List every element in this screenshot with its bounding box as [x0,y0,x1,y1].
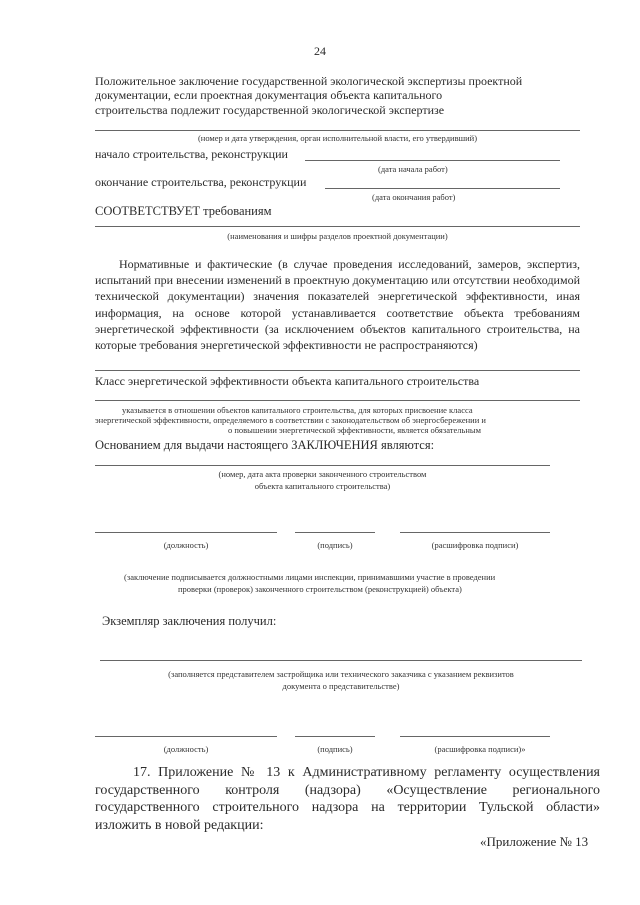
basis-label: Основанием для выдачи настоящего ЗАКЛЮЧЕНИЯ являются: [95,438,435,452]
basis-line [95,465,550,466]
complies-label: СООТВЕТСТВУЕТ требованиям [95,204,272,218]
sections-note: (наименования и шифры разделов проектной документации) [227,231,448,241]
inspection-note-1: (заключение подписывается должностными лицами инспекции, принимавшими участие в проведении [124,572,496,582]
approval-note: (номер и дата утверждения, орган исполнительной власти, его утвердивший) [197,133,478,143]
basis-note-2: объекта капитального строительства) [254,481,391,491]
basis-note-1: (номер, дата акта проверки законченного строительством [218,469,427,479]
approval-line [95,130,580,131]
sig2-decoding-note: (расшифровка подписи)» [434,744,526,754]
end-label: окончание строительства, реконструкции [95,175,307,189]
energy-note-1: указывается в отношении объектов капитального строительства, для которых присвоение класса [122,405,473,415]
sections-line [95,226,580,227]
end-note: (дата окончания работ) [372,192,456,202]
developer-line [100,660,582,661]
sig2-decoding-line [400,736,550,737]
sig2-position-note: (должность) [163,744,209,754]
start-label: начало строительства, реконструкции [95,147,288,161]
energy-note-3: о повышении энергетической эффективности, является обязательным [228,425,481,435]
start-note: (дата начала работ) [378,164,448,174]
sig1-signature-note: (подпись) [317,540,353,550]
copy-received-label: Экземпляр заключения получил: [102,614,277,628]
sig1-signature-line [295,532,375,533]
sig2-signature-line [295,736,375,737]
energy-class-label: Класс энергетической эффективности объекта капитального строительства [95,374,480,388]
sig1-decoding-line [400,532,550,533]
header-line-2: документации, если проектная документация объекта капитального [95,88,443,102]
energy-class-line [95,400,580,401]
end-date-line [325,188,560,189]
inspection-note-2: проверки (проверок) законченного строительством (реконструкцией) объекта) [178,584,462,594]
sig1-decoding-note: (расшифровка подписи) [431,540,519,550]
energy-note-2: энергетической эффективности, определяемого в соответствии с законодательством об энергосбережении и [95,415,486,425]
normative-paragraph: Нормативные и фактические (в случае проведения исследований, замеров, экспертиз, испытаний при внесении изменений в проектную документацию или отсутствии необходимой технической документации) значения показателей энергетической эффективности, иная информация, на основе которой устанавливается соответствие объекта требованиям энергетической эффективности (за исключением объектов капитального строительства, на которые требования энергетической эффективности не распространяются) [95,257,580,353]
header-line-1: Положительное заключение государственной экологической экспертизы проектной [95,74,523,88]
sig1-position-line [95,532,277,533]
sig2-position-line [95,736,277,737]
sig2-signature-note: (подпись) [317,744,353,754]
sig1-position-note: (должность) [163,540,209,550]
appendix-label: «Приложение № 13 [480,834,589,849]
page-number: 24 [314,44,326,58]
start-date-line [305,160,560,161]
normative-line [95,370,580,371]
amendment-paragraph: 17. Приложение № 13 к Административному регламенту осуществления государственного контроля (надзора) «Осуществление регионального государственного строительного надзора на территории Тульской области» изложить в новой редакции: [95,765,600,833]
developer-note-2: документа о представительстве) [282,681,400,691]
developer-note-1: (заполняется представителем застройщика или технического заказчика с указанием реквизитов [168,669,514,679]
header-line-3: строительства подлежит государственной экологической экспертизе [95,103,445,117]
